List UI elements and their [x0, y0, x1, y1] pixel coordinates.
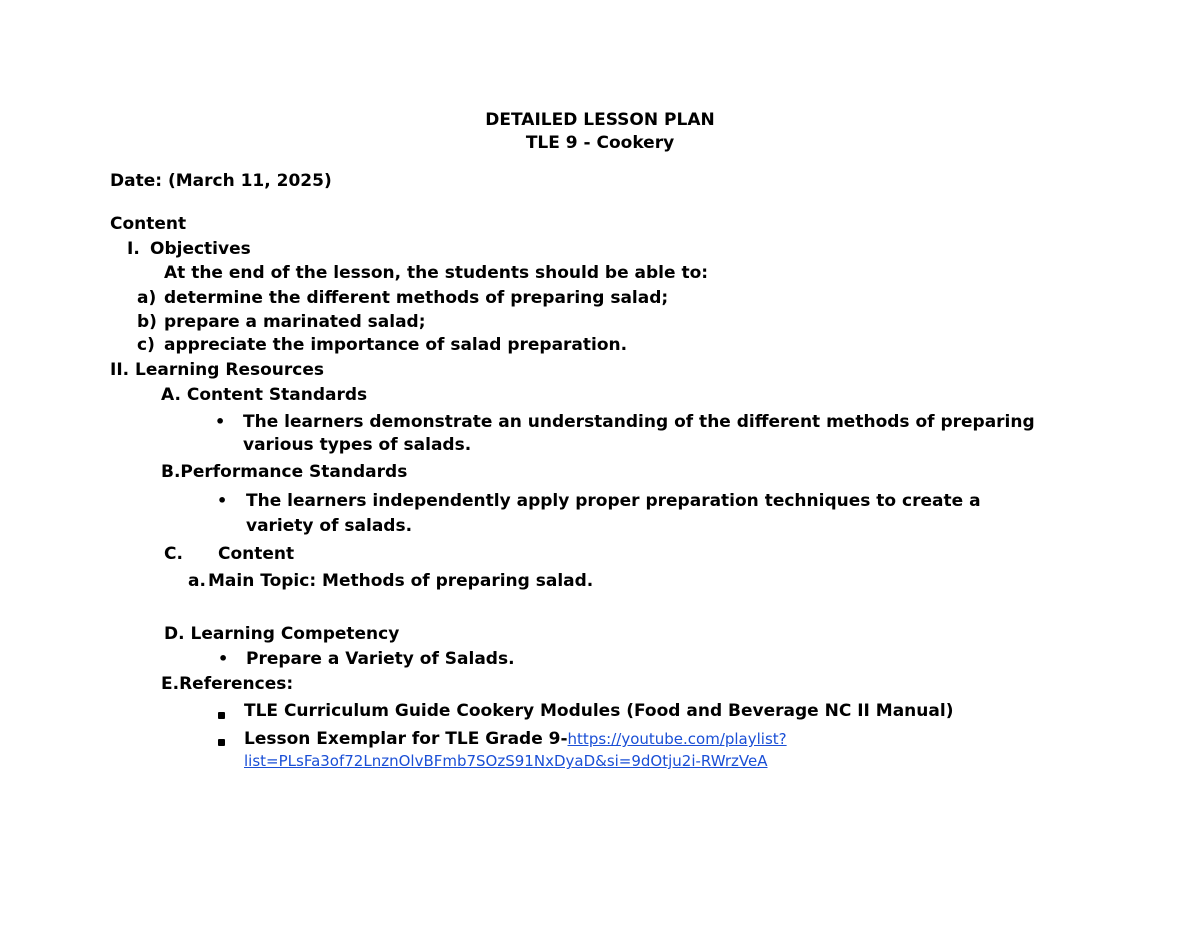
objective-item: appreciate the importance of salad preparation.: [164, 335, 628, 355]
objective-marker: c): [137, 335, 155, 355]
main-topic-marker: a.: [188, 571, 206, 591]
date-line: Date: (March 11, 2025): [110, 171, 332, 191]
references-heading: E.References:: [161, 674, 294, 694]
objective-marker: a): [137, 288, 157, 308]
bullet-icon: •: [215, 412, 226, 431]
content-marker: C.: [164, 544, 183, 564]
performance-standards-text: The learners independently apply proper preparation techniques to create a: [246, 491, 981, 511]
learning-resources-heading: II. Learning Resources: [110, 360, 324, 380]
reference-item-text: Lesson Exemplar for TLE Grade 9-: [244, 729, 568, 749]
learning-competency-item: Prepare a Variety of Salads.: [246, 649, 515, 669]
main-topic: Main Topic: Methods of preparing salad.: [208, 571, 594, 591]
learning-competency-heading: D. Learning Competency: [164, 624, 400, 644]
content-standards-heading: A. Content Standards: [161, 385, 368, 405]
objectives-intro: At the end of the lesson, the students should be able to:: [164, 263, 709, 283]
youtube-playlist-link[interactable]: https://youtube.com/playlist?: [567, 730, 787, 748]
objectives-numeral: I.: [127, 239, 140, 259]
content-label: Content: [110, 214, 187, 234]
reference-item: [244, 728, 787, 750]
reference-item: TLE Curriculum Guide Cookery Modules (Food and Beverage NC II Manual): [244, 701, 954, 721]
square-bullet-icon: [218, 739, 225, 746]
performance-standards-heading: B.Performance Standards: [161, 462, 408, 482]
youtube-playlist-link-cont[interactable]: list=PLsFa3of72LnznOlvBFmb7SOzS91NxDyaD&si=9dOtju2i-RWrzVeA: [244, 752, 768, 770]
square-bullet-icon: [218, 712, 225, 719]
objectives-heading: Objectives: [150, 239, 251, 259]
content-standards-text-cont: various types of salads.: [243, 435, 472, 455]
document-title: DETAILED LESSON PLAN: [485, 110, 715, 130]
content-standards-text: The learners demonstrate an understanding of the different methods of preparing: [243, 412, 1035, 432]
objective-marker: b): [137, 312, 157, 332]
content-heading: Content: [218, 544, 295, 564]
objective-item: determine the different methods of preparing salad;: [164, 288, 669, 308]
bullet-icon: •: [218, 649, 229, 668]
document-subtitle: TLE 9 - Cookery: [525, 133, 675, 153]
bullet-icon: •: [217, 491, 228, 510]
performance-standards-text-cont: variety of salads.: [246, 516, 413, 536]
objective-item: prepare a marinated salad;: [164, 312, 426, 332]
